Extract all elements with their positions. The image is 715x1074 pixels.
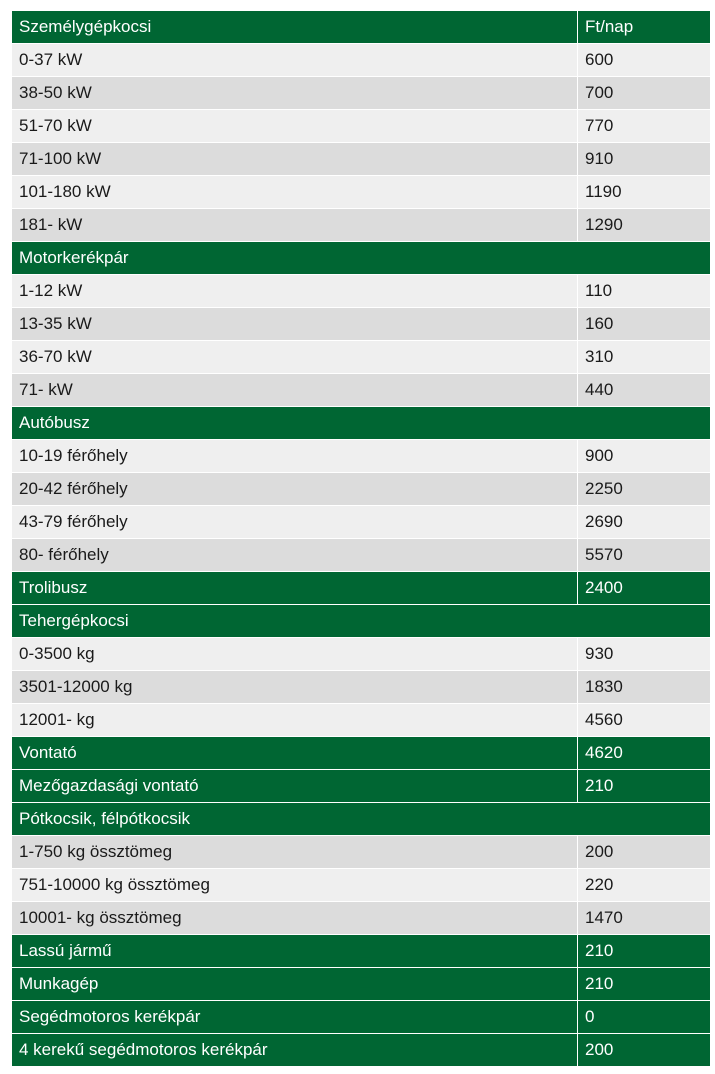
rate-value: 2690 [578,506,711,539]
range-label: 43-79 férőhely [12,506,578,539]
range-label: 13-35 kW [12,308,578,341]
table-row [12,638,711,671]
category-label: Segédmotoros kerékpár [12,1001,578,1034]
table-row [12,110,711,143]
rate-value: 600 [578,44,711,77]
rate-value: 160 [578,308,711,341]
category-value: 0 [578,1001,711,1034]
rate-table-body [12,11,711,1067]
rate-value: 1830 [578,671,711,704]
rate-value: 1470 [578,902,711,935]
range-label: 0-3500 kg [12,638,578,671]
category-row [12,407,711,440]
category-value: 200 [578,1034,711,1067]
rate-value: 910 [578,143,711,176]
category-row [12,11,711,44]
range-label: 71-100 kW [12,143,578,176]
category-row [12,1001,711,1034]
table-row [12,440,711,473]
rate-value: 1190 [578,176,711,209]
table-row [12,671,711,704]
rate-value: 770 [578,110,711,143]
category-row [12,572,711,605]
category-row [12,1034,711,1067]
range-label: 20-42 férőhely [12,473,578,506]
rate-value: 220 [578,869,711,902]
range-label: 38-50 kW [12,77,578,110]
category-row [12,968,711,1001]
range-label: 80- férőhely [12,539,578,572]
category-row [12,803,711,836]
category-value: 2400 [578,572,711,605]
rate-value: 5570 [578,539,711,572]
range-label: 36-70 kW [12,341,578,374]
category-value: 210 [578,968,711,1001]
table-row [12,275,711,308]
category-value: 210 [578,935,711,968]
range-label: 71- kW [12,374,578,407]
category-label: Lassú jármű [12,935,578,968]
category-value: 4620 [578,737,711,770]
table-row [12,209,711,242]
category-label: Személygépkocsi [12,11,578,44]
range-label: 0-37 kW [12,44,578,77]
rate-value: 2250 [578,473,711,506]
rate-value: 700 [578,77,711,110]
category-row [12,605,711,638]
category-value: Ft/nap [578,11,711,44]
rate-value: 900 [578,440,711,473]
category-row [12,242,711,275]
table-row [12,836,711,869]
range-label: 751-10000 kg össztömeg [12,869,578,902]
range-label: 12001- kg [12,704,578,737]
category-row [12,770,711,803]
table-row [12,374,711,407]
rate-value: 110 [578,275,711,308]
category-row [12,737,711,770]
table-row [12,44,711,77]
range-label: 10-19 férőhely [12,440,578,473]
rate-value: 440 [578,374,711,407]
table-row [12,869,711,902]
category-label: Munkagép [12,968,578,1001]
category-label: Autóbusz [12,407,711,440]
rate-value: 1290 [578,209,711,242]
range-label: 10001- kg össztömeg [12,902,578,935]
table-row [12,341,711,374]
table-row [12,902,711,935]
range-label: 101-180 kW [12,176,578,209]
range-label: 51-70 kW [12,110,578,143]
table-row [12,539,711,572]
range-label: 3501-12000 kg [12,671,578,704]
range-label: 1-12 kW [12,275,578,308]
category-label: 4 kerekű segédmotoros kerékpár [12,1034,578,1067]
rate-value: 310 [578,341,711,374]
rate-value: 930 [578,638,711,671]
category-label: Trolibusz [12,572,578,605]
category-label: Vontató [12,737,578,770]
category-value: 210 [578,770,711,803]
table-row [12,308,711,341]
table-row [12,176,711,209]
table-row [12,704,711,737]
range-label: 1-750 kg össztömeg [12,836,578,869]
table-row [12,77,711,110]
rate-value: 200 [578,836,711,869]
rate-table [11,10,711,1067]
category-row [12,935,711,968]
category-label: Motorkerékpár [12,242,711,275]
table-row [12,506,711,539]
category-label: Tehergépkocsi [12,605,711,638]
range-label: 181- kW [12,209,578,242]
category-label: Mezőgazdasági vontató [12,770,578,803]
category-label: Pótkocsik, félpótkocsik [12,803,711,836]
table-row [12,143,711,176]
rate-value: 4560 [578,704,711,737]
table-row [12,473,711,506]
